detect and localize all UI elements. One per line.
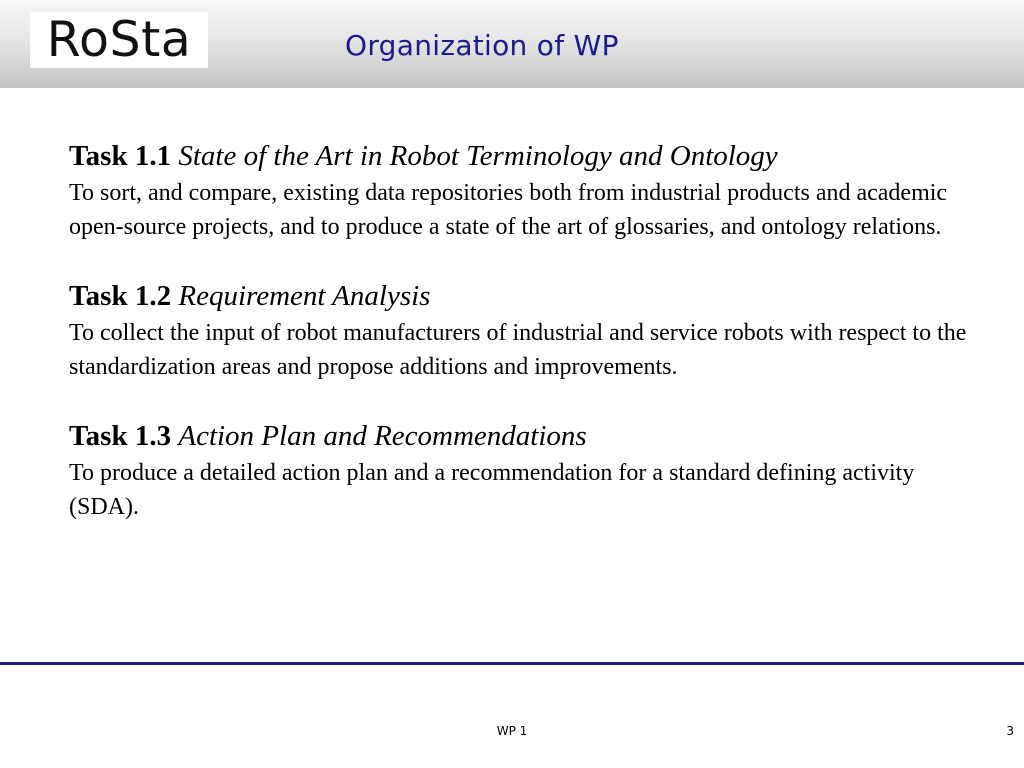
page-number: 3 xyxy=(1006,724,1014,738)
task-description: To produce a detailed action plan and a recommendation for a standard defining activity (SDA). xyxy=(69,460,915,520)
task-title: Action Plan and Recommendations xyxy=(178,420,587,452)
task-number: Task 1.2 xyxy=(69,280,172,312)
task-title: State of the Art in Robot Terminology and Ontology xyxy=(178,140,778,172)
task-list xyxy=(69,138,969,558)
footer-label: WP 1 xyxy=(496,724,528,738)
task-block-1-3 xyxy=(69,418,969,524)
task-heading xyxy=(69,278,969,314)
page-title: Organization of WP xyxy=(345,29,619,62)
task-heading xyxy=(69,138,969,174)
task-number: Task 1.3 xyxy=(69,420,172,452)
task-block-1-1 xyxy=(69,138,969,244)
task-number: Task 1.1 xyxy=(69,140,172,172)
footer-divider xyxy=(0,662,1024,665)
task-heading xyxy=(69,418,969,454)
task-block-1-2 xyxy=(69,278,969,384)
header-band xyxy=(0,0,1024,88)
task-description: To collect the input of robot manufacturers of industrial and service robots with respect to the standardization areas and propose additions and improvements. xyxy=(69,320,967,380)
task-description: To sort, and compare, existing data repositories both from industrial products and academic open-source projects, and to produce a state of the art of glossaries, and ontology relations. xyxy=(69,180,948,240)
rosta-logo: RoSta xyxy=(30,12,208,68)
task-title: Requirement Analysis xyxy=(178,280,431,312)
